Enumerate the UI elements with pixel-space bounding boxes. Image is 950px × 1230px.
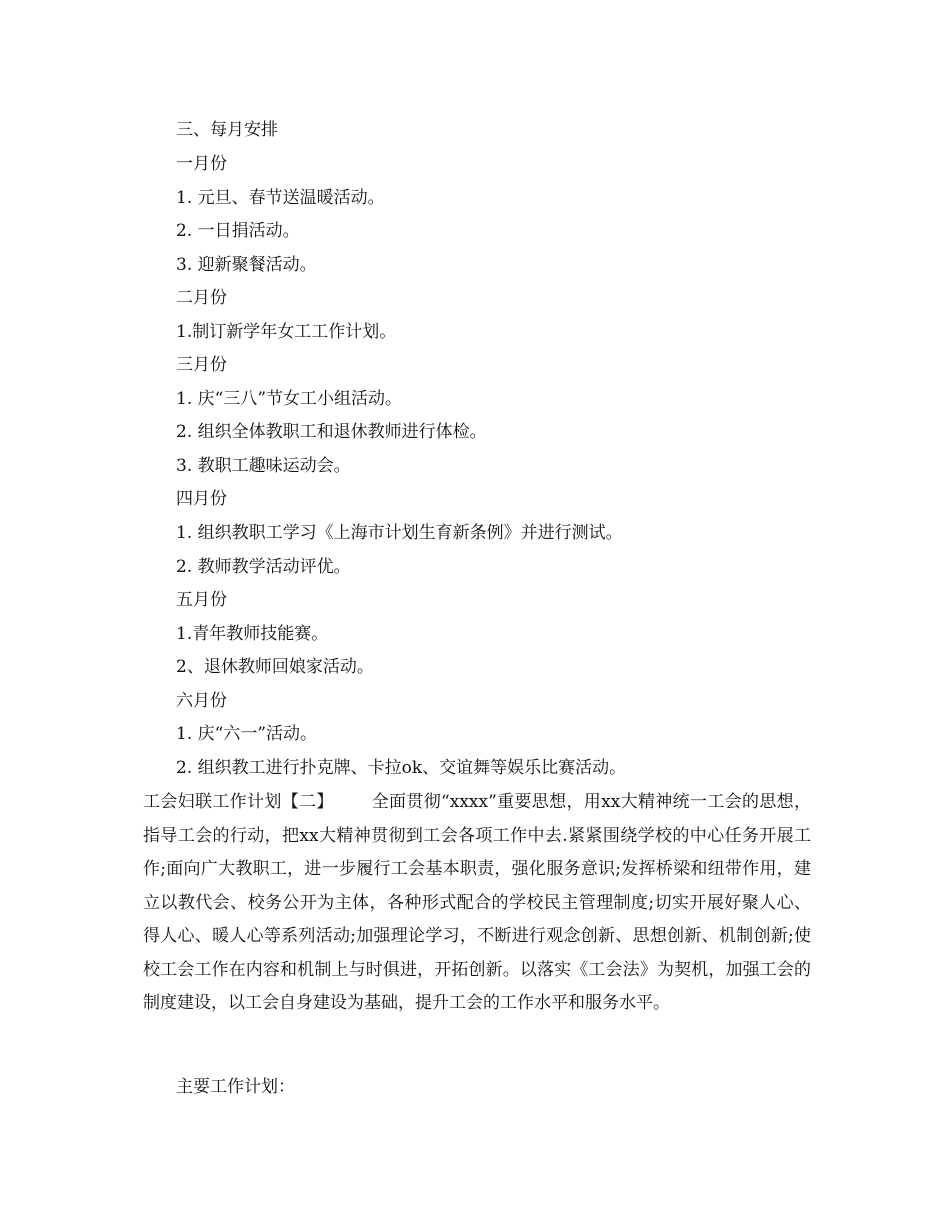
month-heading-april: 四月份 (176, 489, 227, 509)
list-item: 1.制订新学年女工工作计划。 (176, 322, 397, 342)
plan-two-body: 全面贯彻“xxxx”重要思想，用xx大精神统一工会的思想，指导工会的行动，把xx大精神贯彻到工会各项工作中去.紧紧围绕学校的中心任务开展工作;面向广大教职工，进一步履行工会基本职责，强化服务意识;发挥桥梁和纽带作用，建立以教代会、校务公开为主体，各种形式配合的学校民主管理制度;切实开展好聚人心、得人心、暖人心等系列活动;加强理论学习，不断进行观念创新、思想创新、机制创新;使校工会工作在内容和机制上与时俱进，开拓创新。以落实《工会法》为契机，加强工会的制度建设，以工会自身建设为基础，提升工会的工作水平和服务水平。 (143, 792, 812, 1013)
list-item: 2、退休教师回娘家活动。 (176, 657, 374, 677)
list-item: 1. 庆“六一”活动。 (176, 724, 318, 744)
list-item: 1. 组织教职工学习《上海市计划生育新条例》并进行测试。 (176, 523, 623, 543)
list-item: 3. 迎新聚餐活动。 (176, 255, 317, 275)
month-heading-march: 三月份 (176, 355, 227, 375)
list-item: 2. 教师教学活动评优。 (176, 557, 351, 577)
plan-two-title: 工会妇联工作计划【二】 (143, 792, 334, 812)
list-item: 2. 组织全体教职工和退休教师进行体检。 (176, 422, 487, 442)
list-item: 2. 组织教工进行扑克牌、卡拉ok、交谊舞等娱乐比赛活动。 (176, 758, 627, 778)
list-item: 1. 元旦、春节送温暖活动。 (176, 188, 385, 208)
list-item: 3. 教职工趣味运动会。 (176, 456, 351, 476)
plan-two-paragraph (143, 786, 811, 1021)
main-plan-label: 主要工作计划： (176, 1077, 295, 1097)
list-item: 2. 一日捐活动。 (176, 221, 300, 241)
month-heading-january: 一月份 (176, 154, 227, 174)
list-item: 1.青年教师技能赛。 (176, 624, 329, 644)
month-heading-may: 五月份 (176, 590, 227, 610)
list-item: 1. 庆“三八”节女工小组活动。 (176, 389, 403, 409)
month-heading-june: 六月份 (176, 691, 227, 711)
section-title: 三、每月安排 (176, 120, 278, 140)
month-heading-february: 二月份 (176, 288, 227, 308)
